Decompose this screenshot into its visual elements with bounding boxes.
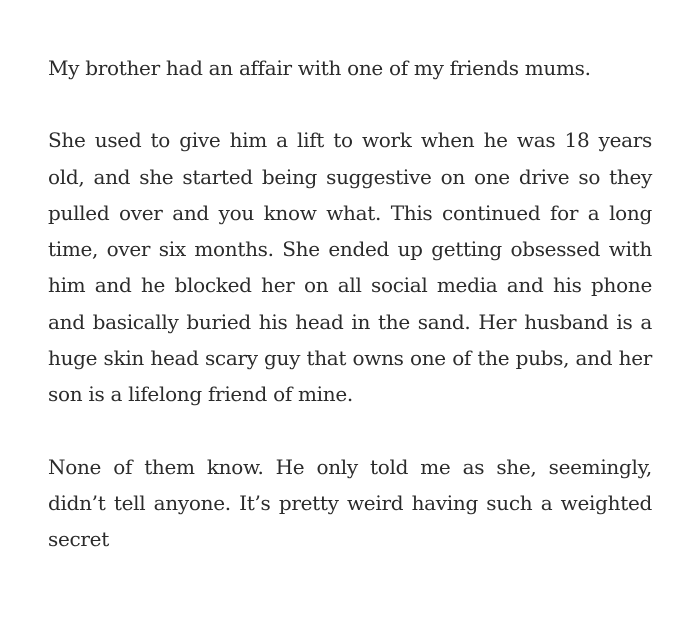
story-text: [48, 50, 652, 558]
paragraph-1: My brother had an affair with one of my friends mums.: [48, 56, 591, 80]
paragraph-3: None of them know. He only told me as she, seemingly, didn’t tell anyone. It’s pretty weird having such a weighted secret: [48, 454, 652, 552]
paragraph-2: She used to give him a lift to work when he was 18 years old, and she started being suggestive on one drive so they pulled over and you know what. This continued for a long time, over six months. She ended up getting obsessed with him and he blocked her on all social media and his phone and basically buried his head in the sand. Her husband is a huge skin head scary guy that owns one of the pubs, and her son is a lifelong friend of mine.: [48, 128, 652, 407]
